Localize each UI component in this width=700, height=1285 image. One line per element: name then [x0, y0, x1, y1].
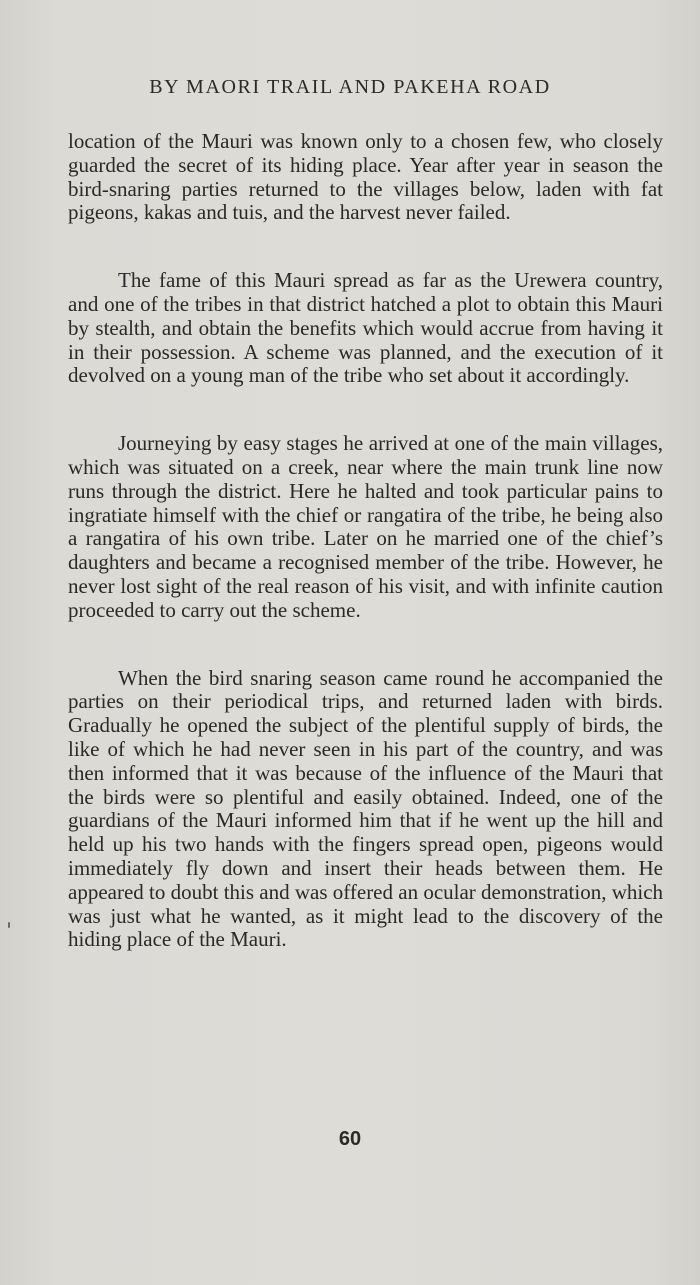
body-text — [68, 130, 663, 952]
running-head: BY MAORI TRAIL AND PAKEHA ROAD — [149, 76, 551, 98]
paragraph-3: Journeying by easy stages he arrived at one of the main villages, which was situated on a creek, near where the main trunk line now runs through the district. Here he halted and took particular pains to ingratiate himself with the chief or rangatira of the tribe, he being also a rangatira of his own tribe. Later on he married one of the chief’s daughters and became a recognised member of the tribe. However, he never lost sight of the real reason of his visit, and with infinite caution proceeded to carry out the scheme. — [68, 431, 663, 622]
paragraph-1: location of the Mauri was known only to a chosen few, who closely guarded the secret of its hiding place. Year after year in season the bird-snaring parties returned to the villages below, laden with fat pigeons, kakas and tuis, and the harvest never failed. — [68, 129, 663, 225]
paragraph-4: When the bird snaring season came round he accompanied the parties on their periodical trips, and returned laden with birds. Gradually he opened the subject of the plentiful supply of birds, the like of which he had never seen in his part of the country, and was then informed that it was because of the influence of the Mauri that the birds were so plentiful and easily obtained. Indeed, one of the guardians of the Mauri informed him that if he went up the hill and held up his two hands with the fingers spread open, pigeons would immediately fly down and insert their heads between them. He appeared to doubt this and was offered an ocular demonstration, which was just what he wanted, as it might lead to the discovery of the hiding place of the Mauri. — [68, 665, 664, 952]
page-number: 60 — [338, 1128, 362, 1150]
paper-speck — [8, 922, 10, 928]
paragraph-2: The fame of this Mauri spread as far as the Urewera country, and one of the tribes in that district hatched a plot to obtain this Mauri by stealth, and obtain the benefits which would accrue from having it in their possession. A scheme was planned, and the execution of it devolved on a young man of the tribe who set about it accordingly. — [68, 268, 663, 388]
